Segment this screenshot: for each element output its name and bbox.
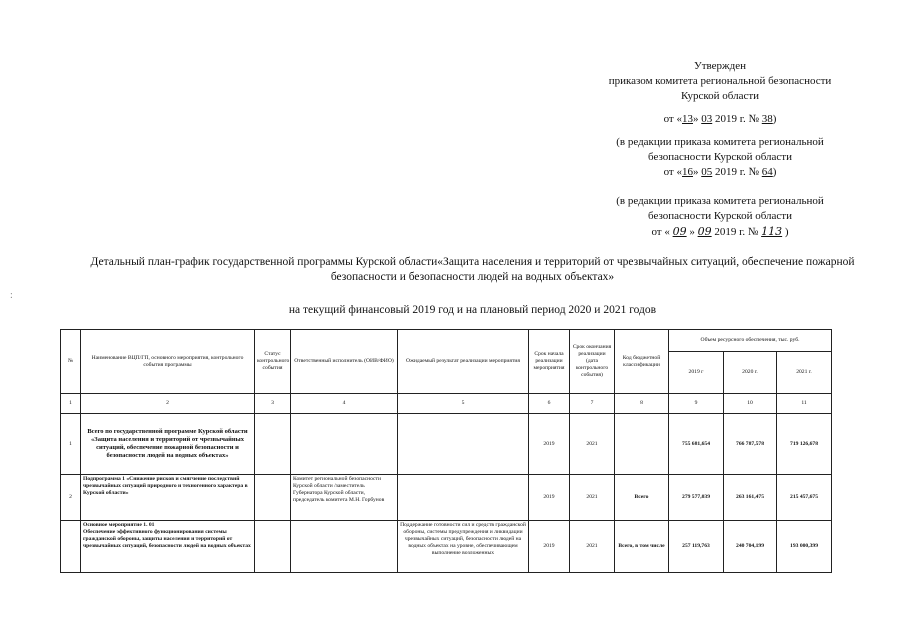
col-number: 4 [291, 394, 398, 414]
row-start: 2019 [529, 521, 570, 573]
row-code: Всего [615, 475, 669, 521]
row-value-2019: 279 577,039 [669, 475, 724, 521]
row-status [255, 414, 291, 475]
table-row [61, 521, 832, 573]
table-row [61, 475, 832, 521]
row-status [255, 521, 291, 573]
row-result [398, 414, 529, 475]
approval-block [600, 59, 840, 240]
row-status [255, 475, 291, 521]
header-status: Статус контрольного события [255, 330, 291, 394]
row-value-2020: 766 787,578 [724, 414, 777, 475]
row-code [615, 414, 669, 475]
col-number: 7 [570, 394, 615, 414]
row-value-2020: 240 704,199 [724, 521, 777, 573]
edit2-line-1: (в редакции приказа комитета региональной [616, 195, 824, 207]
col-number: 1 [61, 394, 81, 414]
col-number: 3 [255, 394, 291, 414]
plan-table [60, 329, 832, 573]
title-line-1: Детальный план-график государственной программы Курской области«Защита населения и территорий от чрезвычайных ситуаций, обеспечение пожарной [90, 256, 855, 268]
col-number: 9 [669, 394, 724, 414]
col-number: 5 [398, 394, 529, 414]
row-end: 2021 [570, 414, 615, 475]
col-number: 8 [615, 394, 669, 414]
col-number: 10 [724, 394, 777, 414]
row-executor [291, 521, 398, 573]
row-no [61, 521, 81, 573]
edit2-date: от « 09 » 09 2019 г. № 113 ) [651, 225, 789, 238]
approval-date: от «13» 03 2019 г. № 38) [663, 113, 777, 125]
row-value-2021: 193 000,399 [777, 521, 832, 573]
row-executor: Комитет региональной безопасности Курской области /заместитель Губернатора Курской области, председатель комитета М.Н. Горбунов [291, 475, 398, 521]
row-name: Подпрограмма 1 «Снижение рисков и смягчение последствий чрезвычайных ситуаций природного и техногенного характера в Курской области» [81, 475, 255, 521]
edit2-line-2: безопасности Курской области [648, 210, 792, 222]
col-number: 6 [529, 394, 570, 414]
row-value-2019: 257 119,763 [669, 521, 724, 573]
header-result: Ожидаемый результат реализации мероприятия [398, 330, 529, 394]
approval-line-2: приказом комитета региональной безопасности [608, 75, 832, 87]
row-no: 2 [61, 475, 81, 521]
row-no: 1 [61, 414, 81, 475]
row-value-2021: 215 457,675 [777, 475, 832, 521]
edit1-line-2: безопасности Курской области [648, 151, 792, 163]
row-start: 2019 [529, 475, 570, 521]
header-funding: Объем ресурсного обеспечения, тыс. руб. [669, 330, 832, 352]
column-number-row [61, 394, 832, 414]
row-end: 2021 [570, 475, 615, 521]
row-result [398, 475, 529, 521]
document-subtitle: на текущий финансовый 2019 год и на плановый период 2020 и 2021 годов [288, 304, 657, 316]
header-name: Наименование ВЦП/ГП, основного мероприятия, контрольного события программы [81, 330, 255, 394]
approval-line-3: Курской области [680, 90, 760, 102]
row-result: Поддержание готовности сил и средств гражданской обороны, системы предупреждения и ликвидации чрезвычайных ситуаций, безопасности людей на водных объектах на уровне, обеспечивающем выполнение возложенных [398, 521, 529, 573]
row-value-2019: 755 681,654 [669, 414, 724, 475]
document-title [60, 255, 885, 285]
header-2020: 2020 г. [724, 352, 777, 394]
row-start: 2019 [529, 414, 570, 475]
edit1-line-1: (в редакции приказа комитета региональной [616, 136, 824, 148]
row-executor [291, 414, 398, 475]
header-row-1 [61, 330, 832, 352]
col-number: 2 [81, 394, 255, 414]
row-name-title: Основное мероприятие 1. 01 [83, 522, 155, 528]
col-number: 11 [777, 394, 832, 414]
row-code: Всего, в том числе [615, 521, 669, 573]
edit1-date: от «16» 05 2019 г. № 64) [663, 166, 777, 178]
header-end: Срок окончания реализации (дата контрольного события) [570, 330, 615, 394]
header-start: Срок начала реализации мероприятия [529, 330, 570, 394]
row-name: Обеспечение эффективного функционирования системы гражданской обороны, защиты населения и территорий от чрезвычайных ситуаций, безопасности людей на водных объектах [83, 529, 251, 549]
table-row [61, 414, 832, 475]
header-executor: Ответственный исполнитель (ОИВ/ФИО) [291, 330, 398, 394]
header-2019: 2019 г [669, 352, 724, 394]
title-line-2: безопасности и безопасности людей на водных объектах» [330, 271, 615, 283]
header-no: № [61, 330, 81, 394]
row-name: Всего по государственной программе Курской области «Защита населения и территорий от чрезвычайных ситуаций, обеспечение пожарной безопасности и безопасности людей на водных объектах» [81, 414, 255, 475]
row-value-2021: 719 126,678 [777, 414, 832, 475]
header-budget-code: Код бюджетной классификации [615, 330, 669, 394]
scan-mark: : [10, 290, 13, 301]
row-name-cell [81, 521, 255, 573]
header-2021: 2021 г. [777, 352, 832, 394]
row-end: 2021 [570, 521, 615, 573]
row-value-2020: 263 161,475 [724, 475, 777, 521]
approval-line-1: Утвержден [693, 60, 747, 72]
